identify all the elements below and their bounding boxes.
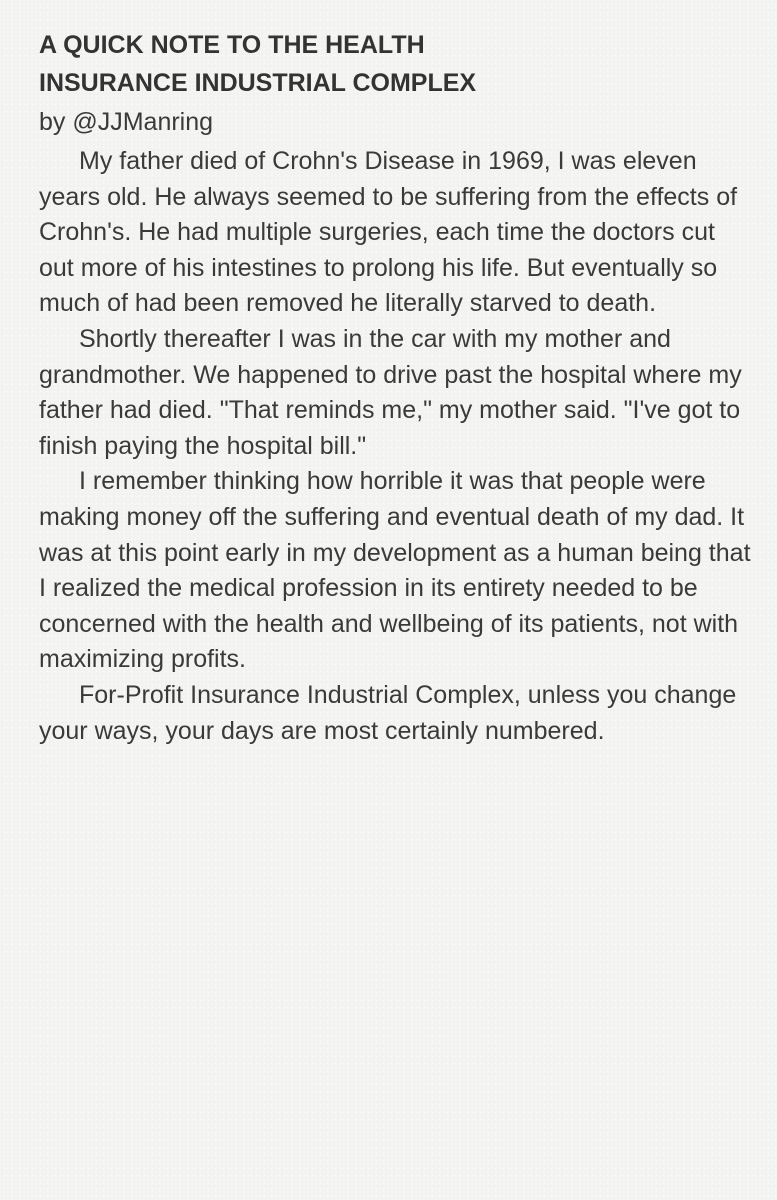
note-title-line-2: INSURANCE INDUSTRIAL COMPLEX: [39, 69, 477, 97]
author-byline: by @JJManring: [39, 108, 214, 136]
paragraph-1: My father died of Crohn's Disease in 1969, I was eleven years old. He always seemed to be suffering from the effects of Crohn's. He had multiple surgeries, each time the doctors cut out more of his intestines to prolong his life. But eventually so much of had been removed he literally starved to death.: [39, 147, 738, 318]
paragraph-2: Shortly thereafter I was in the car with my mother and grandmother. We happened to drive past the hospital where my father had died. "That reminds me," my mother said. "I've got to finish paying the hospital bill.": [39, 324, 742, 460]
note-document: [39, 26, 754, 749]
note-title-line-1: A QUICK NOTE TO THE HEALTH: [39, 31, 425, 59]
note-title: [39, 26, 754, 102]
paragraph-3: I remember thinking how horrible it was that people were making money off the suffering and eventual death of my dad. It was at this point early in my development as a human being that I realized the medical profession in its entirety needed to be concerned with the health and wellbeing of its patients, not with maximizing profits.: [39, 467, 751, 674]
paragraph-4: For-Profit Insurance Industrial Complex, unless you change your ways, your days are most certainly numbered.: [39, 680, 737, 745]
